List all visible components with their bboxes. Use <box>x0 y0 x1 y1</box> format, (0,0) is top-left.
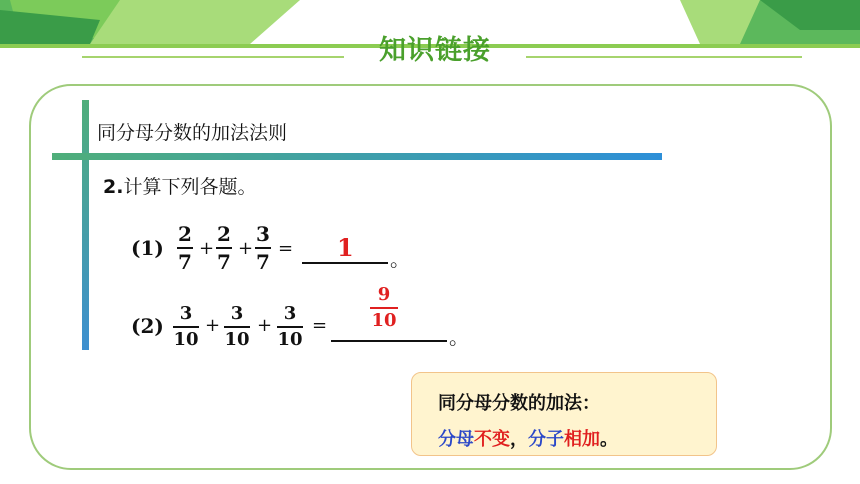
rule-note-box <box>411 372 717 456</box>
numerator: 3 <box>256 222 270 246</box>
answer-denominator: 10 <box>371 310 397 331</box>
item-1-answer: 1 <box>337 233 354 262</box>
horizontal-accent-bar <box>52 153 662 160</box>
equals-sign: = <box>312 315 328 336</box>
numerator: 2 <box>217 222 231 246</box>
item-2-answer-blank <box>331 340 447 342</box>
header-rule-left <box>82 56 344 58</box>
vertical-accent-bar <box>82 100 89 350</box>
plus-sign: + <box>199 238 215 259</box>
item-2-fraction-3 <box>277 305 303 349</box>
rule-part: 相加 <box>564 429 600 450</box>
denominator: 10 <box>277 329 303 350</box>
problem-text: 计算下列各题。 <box>123 176 257 198</box>
rule-part: 不变 <box>474 429 510 450</box>
item-1-label: (1) <box>131 236 164 260</box>
item-1-fraction-2 <box>216 224 232 272</box>
numerator: 3 <box>179 303 193 324</box>
denominator: 7 <box>217 250 231 274</box>
numerator: 2 <box>178 222 192 246</box>
denominator: 10 <box>173 329 199 350</box>
denominator: 10 <box>224 329 250 350</box>
note-title: 同分母分数的加法： <box>438 393 600 414</box>
problem-title <box>103 172 256 199</box>
section-title: 同分母分数的加法法则 <box>97 122 288 144</box>
item-2-fraction-1 <box>173 305 199 349</box>
item-2-answer <box>370 286 398 330</box>
note-rule <box>438 425 618 451</box>
rule-part: 。 <box>600 429 618 450</box>
equals-sign: = <box>278 238 294 259</box>
item-2-fraction-2 <box>224 305 250 349</box>
rule-part: 分母 <box>438 429 474 450</box>
header-rule-right <box>526 56 802 58</box>
item-2-label: (2) <box>131 314 164 338</box>
item-1-fraction-3 <box>255 224 271 272</box>
numerator: 3 <box>283 303 297 324</box>
page-title: 知识链接 <box>379 35 491 66</box>
plus-sign: + <box>205 315 221 336</box>
numerator: 3 <box>230 303 244 324</box>
answer-numerator: 9 <box>377 284 391 305</box>
rule-part: ， <box>510 429 528 450</box>
denominator: 7 <box>178 250 192 274</box>
item-2-period: 。 <box>449 325 469 349</box>
denominator: 7 <box>256 250 270 274</box>
item-1-period: 。 <box>390 247 410 271</box>
item-1-fraction-1 <box>177 224 193 272</box>
plus-sign: + <box>257 315 273 336</box>
item-1-answer-blank <box>302 262 388 264</box>
plus-sign: + <box>238 238 254 259</box>
rule-part: 分子 <box>528 429 564 450</box>
problem-number: 2. <box>103 176 124 198</box>
